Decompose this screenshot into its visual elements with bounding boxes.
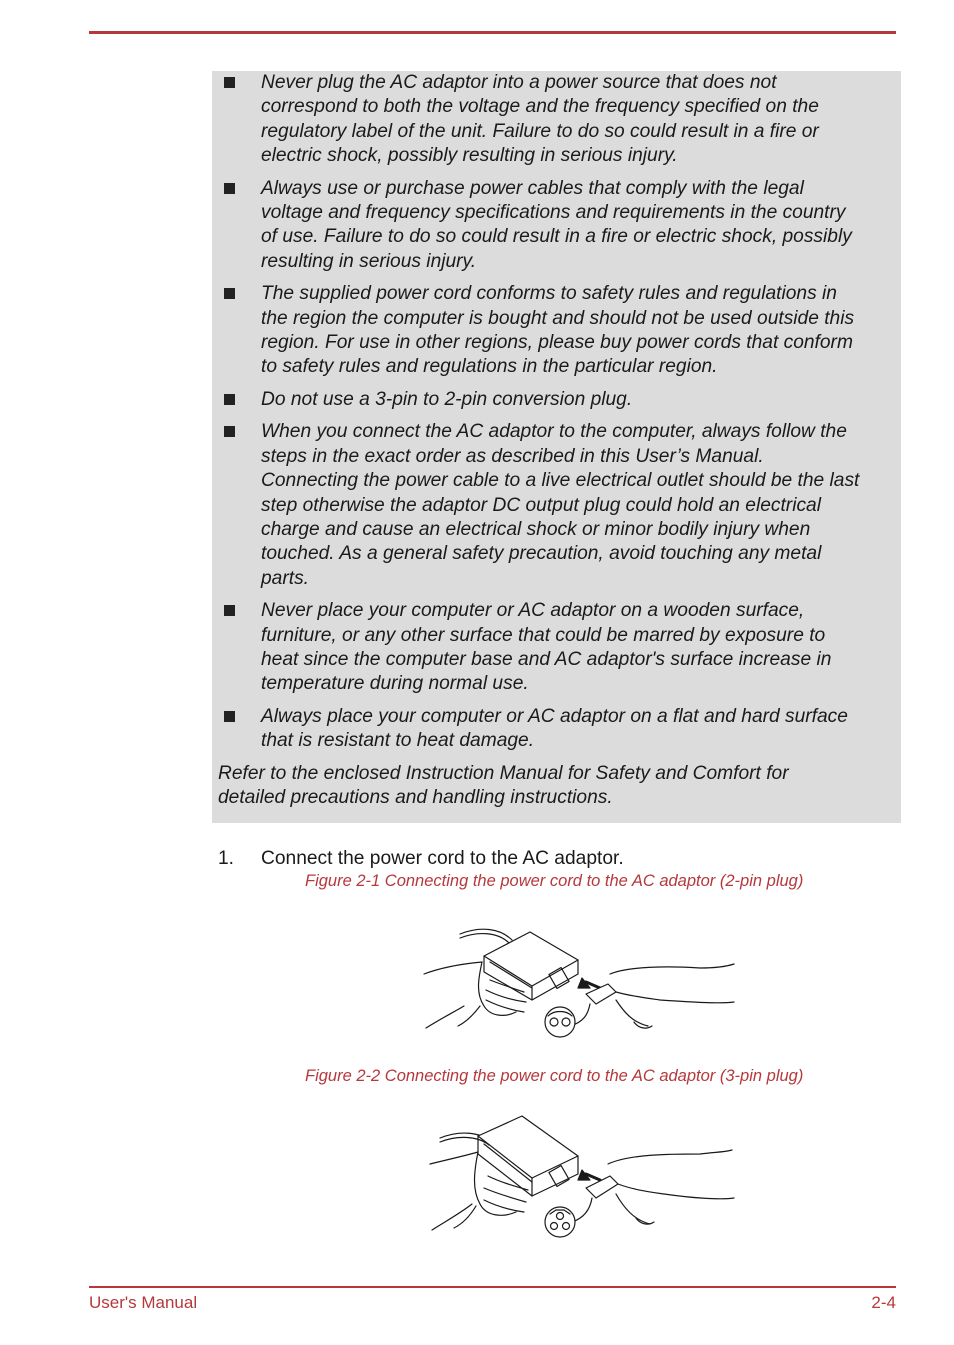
header-rule [89,31,896,34]
footer-rule [89,1286,896,1288]
safety-warning-box [212,71,901,823]
square-bullet-icon [224,77,235,88]
warning-item [218,388,895,412]
square-bullet-icon [224,288,235,299]
figure-caption-2-2: Figure 2-2 Connecting the power cord to the AC adaptor (3-pin plug) [305,1067,804,1085]
warning-item [218,420,895,591]
warning-text: Never place your computer or AC adaptor on a wooden surface, furniture, or any other surface that could be marred by exposure to heat since the computer base and AC adaptor's surface increase in temperature during normal use. [261,600,832,695]
warning-item [218,71,895,169]
warning-text: Do not use a 3-pin to 2-pin conversion plug. [261,388,633,410]
step-text: Connect the power cord to the AC adaptor. [261,848,624,869]
warning-item [218,705,895,754]
footer-manual-title: User's Manual [89,1293,198,1312]
warning-text: Always use or purchase power cables that comply with the legal voltage and frequency specifications and requirements in the country of use. Failure to do so could result in a fire or electric shock, possibly resulting in serious injury. [261,177,852,272]
square-bullet-icon [224,394,235,405]
adaptor-2pin-illustration [420,922,738,1040]
square-bullet-icon [224,183,235,194]
square-bullet-icon [224,605,235,616]
warning-text: The supplied power cord conforms to safety rules and regulations in the region the computer is bought and should not be used outside this region. For use in other regions, please buy power cords that conform to safety rules and regulations in the particular region. [261,283,855,378]
warning-text: Never plug the AC adaptor into a power source that does not correspond to both the voltage and the frequency specified on the regulatory label of the unit. Failure to do so could result in a fire or electric shock, possibly resulting in serious injury. [261,72,819,167]
square-bullet-icon [224,426,235,437]
step-number: 1. [218,848,235,869]
step-1 [218,847,624,871]
figure-caption-2-1: Figure 2-1 Connecting the power cord to the AC adaptor (2-pin plug) [305,872,804,890]
warning-item [218,282,895,380]
warning-item [218,599,895,697]
warning-text: Always place your computer or AC adaptor on a flat and hard surface that is resistant to heat damage. [261,705,848,752]
refer-note: Refer to the enclosed Instruction Manual for Safety and Comfort for detailed precautions and handling instructions. [218,762,789,808]
square-bullet-icon [224,711,235,722]
warning-text: When you connect the AC adaptor to the computer, always follow the steps in the exact order as described in this User’s Manual. Connecting the power cable to a live electrical outlet should be the last step otherwise the adaptor DC output plug could hold an electrical charge and cause an electrical shock or minor bodily injury when touched. As a general safety precaution, avoid touching any metal parts. [261,421,860,589]
footer-page-number: 2-4 [871,1293,896,1312]
warning-item [218,177,895,275]
adaptor-3pin-illustration [420,1112,738,1244]
